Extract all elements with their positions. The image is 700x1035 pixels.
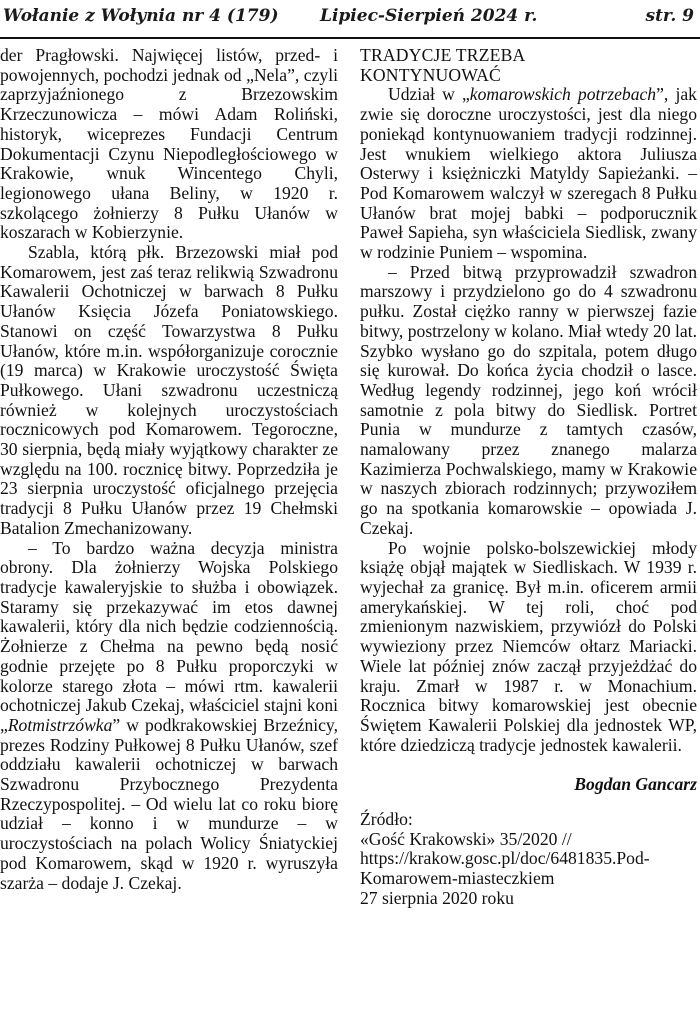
left-column <box>0 46 338 893</box>
source-url-part: https://krakow.gosc.pl/doc/6481835.Pod- <box>360 848 650 869</box>
paragraph-tradition <box>360 85 697 262</box>
text-run: ” w podkrakowskiej Brzeźnicy, prezes Rodziny Pułkowej 8 Pułku Ułanów, szef oddziału kawalerii ochotniczej w barwach Szwadronu Przybocznego Prezydenta Rzeczypospolitej. – Od wielu lat co roku biorę udział – konno i w mundurze – w uroczystościach na polach Wolicy Śniatyckiej pod Komarowem, skąd w 1920 r. wyruszyła szarża – dodaje J. Czekaj. <box>0 714 338 893</box>
header-rule <box>0 37 700 39</box>
paragraph-sword: Szabla, którą płk. Brzezowski miał pod Komarowem, jest zaś teraz relikwią Szwadronu Kawalerii Ochotniczej w barwach 8 Pułku Ułanów Księcia Józefa Poniatowskiego. Stanowi on część Towarzystwa 8 Pułku Ułanów, które m.in. współorganizuje corocznie (19 marca) w Krakowie uroczystość Święta Pułkowego. Ułani szwadronu uczestniczą również w kolejnych uroczystościach rocznicowych pod Komarowem. Tegoroczne, 30 sierpnia, będą miały wyjątkowy charakter ze względu na 100. rocznicę bitwy. Poprzedziła je 23 sierpnia uroczystość oficjalnego przejęcia tradycji 8 Pułku Ułanów przez 19 Chełmski Batalion Zmechanizowany. <box>0 242 338 538</box>
paragraph-quote-czekaj <box>0 539 338 894</box>
header-magazine-title: Wołanie z Wołynia nr 4 (179) <box>3 6 279 26</box>
right-column <box>360 46 697 909</box>
section-heading <box>360 46 697 85</box>
paragraph-continued: der Pragłowski. Najwięcej listów, przed- i powojennych, pochodzi jednak od „Nela”, czyli zaprzyjaźnionego z Brzezowskim Krzeczunowicza – mówi Adam Roliński, historyk, wiceprezes Fundacji Centrum Dokumentacji Czynu Niepodległościowego w Krakowie, wnuk Wincentego Chyli, legionowego ułana Beliny, w 1920 r. szkolącego żołnierzy 8 Pułku Ułanów w koszarach w Kobierzynie. <box>0 45 338 243</box>
source-publication: «Gość Krakowski» 35/2020 // <box>360 828 572 849</box>
page-header <box>0 0 700 36</box>
header-issue-date: Lipiec-Sierpień 2024 r. <box>320 6 538 26</box>
source-label: Źródło: <box>360 809 413 830</box>
text-run: ”, jak zwie się doroczne uroczystości, jest dla niego poniekąd kontynuowaniem tradycji rodzinnej. Jest wnukiem wielkiego aktora Juliusza Osterwy i księżniczki Matyldy Sapieżanki. – Pod Komarowem walczył w szeregach 8 Pułku Ułanów brat mojej babki – podporucznik Paweł Sapieha, syn właściciela Siedlisk, zwany w rodzinie Puniem – wspomina. <box>360 84 697 263</box>
text-run: – To bardzo ważna decyzja ministra obrony. Dla żołnierzy Wojska Polskiego tradycje kawaleryjskie to służba i obowiązek. Staramy się przekazywać im etos dawnej kawalerii, który dla nich będzie codziennością. Żołnierze z Chełma na pewno będą nosić godnie przejęte po 8 Pułku proporczyki w kolorze starego złota – mówi rtm. kawalerii ochotniczej Jakub Czekaj, właściciel stajni koni „ <box>0 537 338 735</box>
italic-name: Rotmistrzówka <box>7 714 113 735</box>
heading-line: TRADYCJE TRZEBA <box>360 45 526 65</box>
paragraph-battle: – Przed bitwą przyprowadził szwadron marszowy i przydzielono go do 4 szwadronu pułku. Został ciężko ranny w pierwszej fazie bitwy, postrzelony w kolano. Miał wtedy 20 lat. Szybko wysłano go do szpitala, potem długo się kurował. Do końca życia chodził o lasce. Według legendy rodzinnej, jego koń wrócił samotnie z pola bitwy do Siedlisk. Portret Punia w mundurze z tamtych czasów, namalowany przez znanego malarza Kazimierza Pochwalskiego, mamy w Krakowie w naszych zbiorach rodzinnych; przywoziłem go na spotkania komarowskie – opowiada J. Czekaj. <box>360 261 697 538</box>
source-url-part: Komarowem-miasteczkiem <box>360 868 555 889</box>
source-date: 27 sierpnia 2020 roku <box>360 887 514 908</box>
source-note <box>360 810 697 909</box>
paragraph-after-war: Po wojnie polsko-bolszewickiej młody książę objął majątek w Siedliskach. W 1939 r. wyjechał za granicę. Był m.in. oficerem armii amerykańskiej. W tej roli, choć pod zmienionym nazwiskiem, przywiózł do Polski wywieziony przez Niemców ołtarz Mariacki. Wiele lat później znów zaczął przyjeżdżać do kraju. Zmarł w 1987 r. w Monachium. Rocznica bitwy komarowskiej jest obecnie Świętem Kawalerii Polskiej dla jednostek WP, które dziedziczą tradycje jednostek kawalerii. <box>360 537 697 755</box>
heading-line: KONTYNUOWAĆ <box>360 64 501 85</box>
text-run: Udział w „ <box>388 84 470 105</box>
header-page-number: str. 9 <box>645 6 694 26</box>
italic-phrase: komarowskich potrzebach <box>469 84 657 105</box>
article-author: Bogdan Gancarz <box>574 774 697 795</box>
